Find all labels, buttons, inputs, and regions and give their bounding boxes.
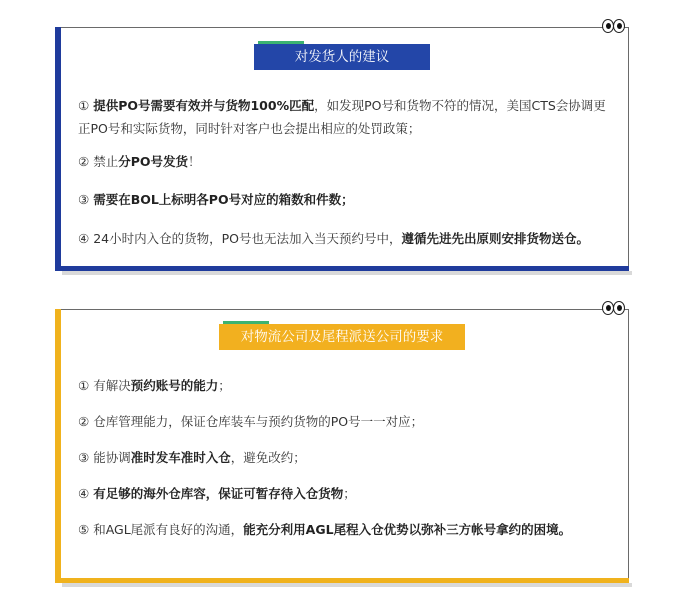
item-text: ； [343,486,356,501]
item-number: ③ [78,450,94,465]
item-number: ③ [78,192,94,207]
item-text: 和AGL尾派有良好的沟通， [93,522,244,537]
logistics-requirements-card [55,309,629,583]
item-text-bold: 有足够的海外仓库容，保证可暂存待入仓货物 [93,486,344,501]
card-title [219,324,465,350]
card-left-accent-bar [55,309,61,583]
item-text: 24小时内入仓的货物，PO号也无法加入当天预约号中， [93,231,402,246]
title-accent [258,41,304,44]
shipper-advice-card [55,27,629,271]
card-shadow [62,271,632,275]
list-item [78,518,614,541]
card-shadow [62,583,632,587]
item-text: 禁止 [93,154,119,169]
item-text-bold: 遵循先进先出原则安排货物送仓。 [401,231,589,246]
item-number: ② [78,414,94,429]
item-text: ！ [188,154,201,169]
eyes-icon [602,19,624,33]
item-text-bold: 需要在BOL上标明各PO号对应的箱数和件数； [93,192,354,207]
item-number: ① [78,378,94,393]
item-text-bold: 准时发车准时入仓 [130,450,231,465]
item-text: 有解决 [93,378,131,393]
list-item [78,410,614,433]
list-item [78,94,614,140]
list-item [78,374,614,397]
card-title-text: 对发货人的建议 [294,49,390,65]
item-text-bold: 预约账号的能力 [130,378,219,393]
eyes-icon [602,301,624,315]
card-title-text: 对物流公司及尾程派送公司的要求 [240,329,444,345]
title-accent [223,321,269,324]
item-text: 能协调 [93,450,131,465]
item-number: ⑤ [78,522,94,537]
item-number: ④ [78,231,94,246]
item-text: ，如发现PO号和货物不符的情况，美国CTS会协调更正PO号和实际货物，同时针对客户也会提出相应的处罚政策； [78,98,606,136]
item-text-bold: 能充分利用AGL尾程入仓优势以弥补三方帐号拿约的困境。 [243,522,572,537]
item-number: ① [78,98,94,113]
card-title [254,44,430,70]
card-left-accent-bar [55,27,61,271]
item-number: ② [78,154,94,169]
list-item [78,482,614,505]
item-text-bold: 分PO号发货 [118,154,188,169]
item-text: ，避免改约； [230,450,306,465]
item-text: 仓库管理能力，保证仓库装车与预约货物的PO号一一对应； [93,414,424,429]
list-item [78,227,614,250]
list-item [78,188,614,211]
list-item [78,446,614,469]
list-item [78,150,614,173]
item-text-bold: 提供PO号需要有效并与货物100%匹配 [93,98,315,113]
item-text: ； [218,378,231,393]
item-number: ④ [78,486,94,501]
